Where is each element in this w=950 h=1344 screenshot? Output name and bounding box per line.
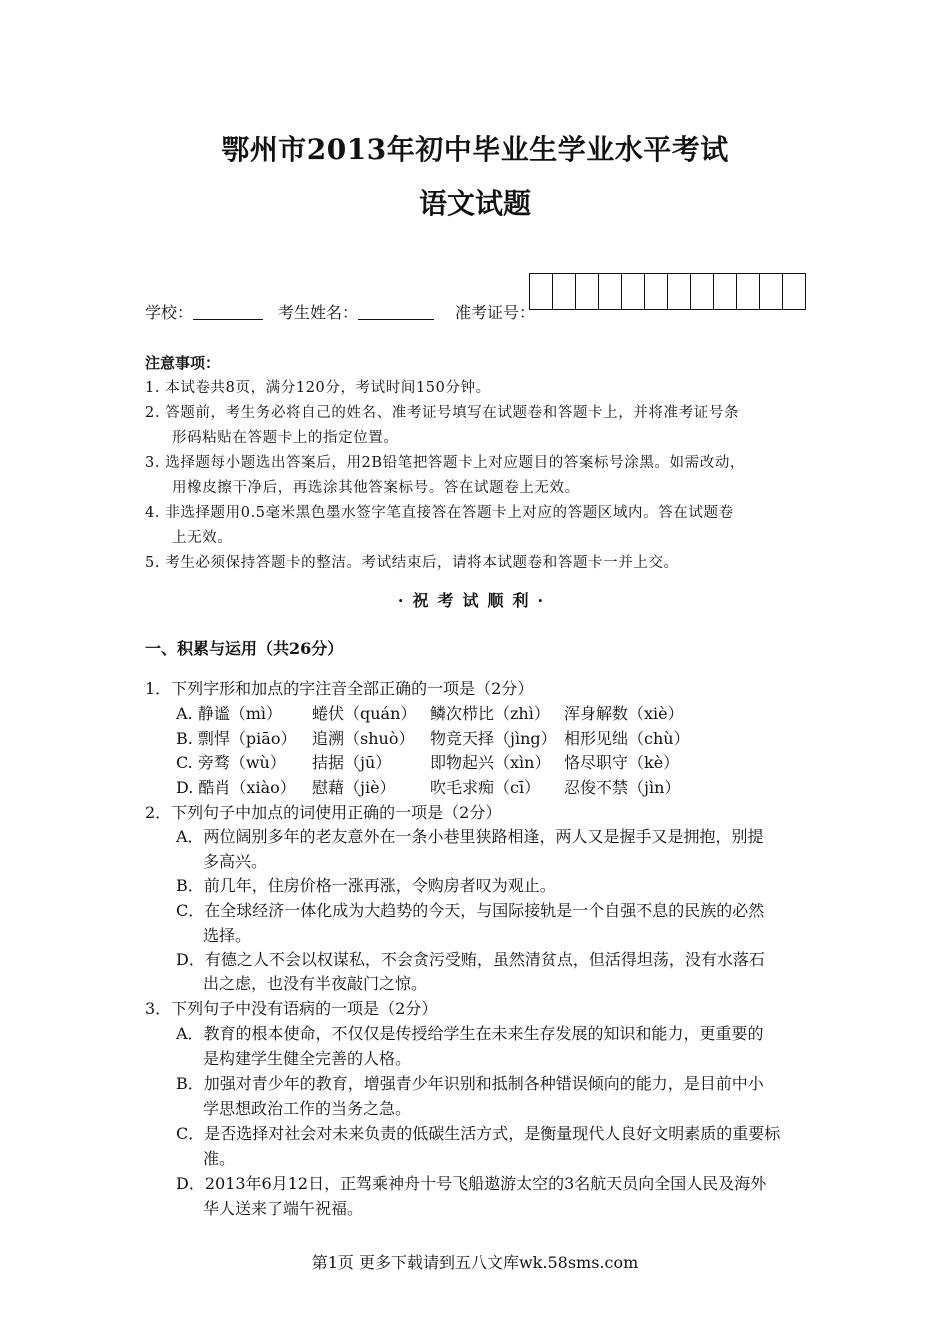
question-1-stem: 1．下列字形和加点的字注音全部正确的一项是（2分）: [145, 679, 534, 698]
section-heading: 一、积累与运用（共26分）: [145, 639, 344, 658]
q1-option-cell: 浑身解数（xiè）: [564, 704, 684, 723]
id-cell[interactable]: [598, 273, 622, 310]
id-cell[interactable]: [713, 273, 737, 310]
q1-option-cell: 吹毛求痴（cī）: [430, 778, 541, 797]
school-blank[interactable]: [193, 305, 263, 320]
id-cell[interactable]: [736, 273, 760, 310]
q3-line: 学思想政治工作的当务之急。: [203, 1099, 412, 1118]
q1-option-cell: D. 酷肖（xiào）: [176, 778, 296, 797]
id-cell[interactable]: [644, 273, 668, 310]
notice-item: 1. 本试卷共8页，满分120分，考试时间150分钟。: [145, 380, 491, 396]
notice-item: 5. 考生必须保持答题卡的整洁。考试结束后，请将本试题卷和答题卡一并上交。: [145, 555, 679, 571]
q1-option-cell: C. 旁骛（wù）: [176, 753, 286, 772]
notice-item: 3. 选择题每小题选出答案后，用2B铅笔把答题卡上对应题目的答案标号涂黑。如需改动，: [145, 455, 746, 471]
notice-item: 用橡皮擦干净后，再选涂其他答案标号。答在试题卷上无效。: [172, 480, 580, 496]
q3-line: B．加强对青少年的教育，增强青少年识别和抵制各种错误倾向的能力，是目前中小: [176, 1074, 764, 1093]
name-field: [278, 300, 434, 323]
q2-line: A．两位阔别多年的老友意外在一条小巷里狭路相逢，两人又是握手又是拥抱，别提: [176, 827, 764, 846]
q1-option-cell: 相形见绌（chù）: [564, 729, 690, 748]
notice-title: 注意事项：: [145, 354, 221, 372]
q1-option-cell: B. 剽悍（piāo）: [176, 729, 297, 748]
id-cell[interactable]: [529, 273, 553, 310]
q2-line: 选择。: [203, 926, 252, 945]
q3-line: 准。: [203, 1149, 236, 1168]
notice-item: 形码粘贴在答题卡上的指定位置。: [172, 430, 399, 446]
id-cell[interactable]: [575, 273, 599, 310]
q3-line: 华人送来了端午祝福。: [203, 1199, 364, 1218]
id-cell[interactable]: [782, 273, 806, 310]
id-cell[interactable]: [759, 273, 783, 310]
exam-title: 鄂州市2013年初中毕业生学业水平考试: [221, 133, 729, 166]
question-3-stem: 3．下列句子中没有语病的一项是（2分）: [145, 999, 438, 1018]
notice-item: 2. 答题前，考生务必将自己的姓名、准考证号填写在试题卷和答题卡上，并将准考证号条: [145, 405, 740, 421]
q2-line: 多高兴。: [203, 852, 268, 871]
q2-line: 出之虑，也没有半夜敲门之惊。: [203, 974, 428, 993]
q3-line: 是构建学生健全完善的人格。: [203, 1049, 412, 1068]
question-2-stem: 2．下列句子中加点的词使用正确的一项是（2分）: [145, 803, 502, 822]
q1-option-cell: 恪尽职守（kè）: [564, 753, 680, 772]
q3-line: C．是否选择对社会对未来负责的低碳生活方式，是衡量现代人良好文明素质的重要标: [176, 1124, 781, 1143]
q3-line: D．2013年6月12日，正驾乘神舟十号飞船遨游太空的3名航天员向全国人民及海外: [176, 1174, 767, 1193]
q2-line: D．有德之人不会以权谋私，不会贪污受贿，虽然清贫点，但活得坦荡，没有水落石: [176, 950, 765, 969]
id-cell[interactable]: [690, 273, 714, 310]
notice-item: 上无效。: [172, 530, 233, 546]
id-cell[interactable]: [667, 273, 691, 310]
q3-line: A．教育的根本使命，不仅仅是传授给学生在未来生存发展的知识和能力，更重要的: [176, 1024, 764, 1043]
q1-option-cell: 忍俊不禁（jìn）: [564, 778, 681, 797]
exam-subtitle: 语文试题: [418, 187, 531, 220]
q1-option-cell: 拮据（jū）: [312, 753, 392, 772]
id-cell[interactable]: [621, 273, 645, 310]
id-cell[interactable]: [552, 273, 576, 310]
q1-option-cell: 鳞次栉比（zhì）: [430, 704, 550, 723]
q2-line: C．在全球经济一体化成为大趋势的今天，与国际接轨是一个自强不息的民族的必然: [176, 901, 765, 920]
q1-option-cell: A. 静谧（mì）: [176, 704, 283, 723]
q1-option-cell: 物竞天择（jìng）: [430, 729, 557, 748]
q1-option-cell: 蜷伏（quán）: [312, 704, 417, 723]
notice-item: 4. 非选择题用0.5毫米黑色墨水签字笔直接答在答题卡上对应的答题区域内。答在试题卷: [145, 505, 734, 521]
name-blank[interactable]: [358, 305, 434, 320]
blessing-line: ·祝考试顺利·: [397, 591, 553, 610]
q2-line: B．前几年，住房价格一涨再涨，令购房者叹为观止。: [176, 876, 556, 895]
q1-option-cell: 慰藉（jiè）: [312, 778, 396, 797]
id-label: 准考证号：: [455, 303, 536, 322]
page-footer: 第1页 更多下载请到五八文库wk.58sms.com: [311, 1253, 639, 1272]
name-label: 考生姓名：: [278, 303, 359, 322]
school-label: 学校：: [145, 303, 194, 322]
q1-option-cell: 即物起兴（xìn）: [430, 753, 551, 772]
q1-option-cell: 追溯（shuò）: [312, 729, 415, 748]
school-field: [145, 300, 263, 323]
exam-id-grid[interactable]: [530, 273, 806, 310]
